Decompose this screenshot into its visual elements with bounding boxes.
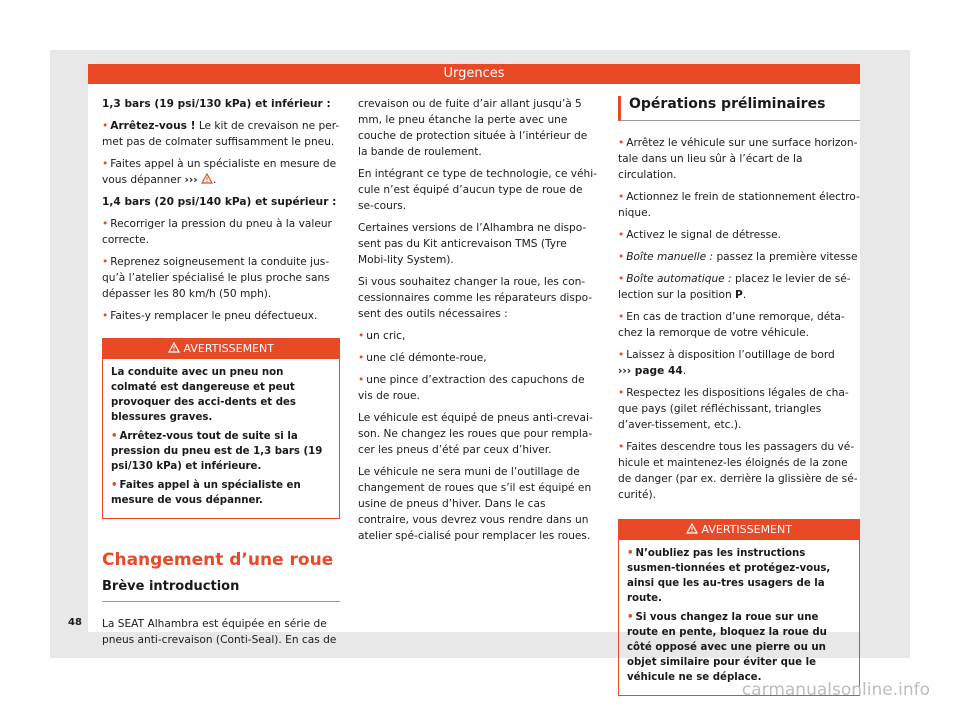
item-text: Reprenez soigneusement la conduite jus-qu’à l’atelier spécialisé le plus proche sans dépasser les 80 km/h (50 mph). — [102, 256, 330, 300]
subsection-title: Brève introduction — [102, 579, 340, 602]
warning-body — [619, 540, 859, 695]
condition-heading-low: 1,3 bars (19 psi/130 kPa) et inférieur : — [102, 98, 331, 110]
preliminary-title: Opérations préliminaires — [629, 96, 826, 112]
list-item — [618, 189, 860, 221]
bullet-icon: • — [618, 387, 625, 399]
intro-text: La SEAT Alhambra est équipée en série de pneus anti-crevaison (Conti-Seal). En cas de — [102, 618, 337, 646]
list-item — [627, 546, 851, 606]
item-text: Laissez à disposition l’outillage de bord — [626, 349, 835, 361]
item-text: placez le levier de sé-lection sur la position — [618, 273, 851, 301]
item-text: une pince d’extraction des capuchons de vis de roue. — [358, 374, 585, 402]
list-item — [618, 249, 860, 265]
bullet-icon: • — [618, 349, 625, 361]
warning-box — [102, 338, 340, 519]
item-text: Faites appel à un spécialiste en mesure de vous dépanner. — [111, 480, 301, 506]
section-header: Urgences — [88, 64, 860, 84]
list-item — [618, 135, 860, 183]
list-item — [102, 216, 340, 248]
list-item: • Faites appel à un spécialiste en mesure de vous dépanner ››› . — [102, 158, 337, 186]
item-text: . — [682, 365, 687, 377]
warning-icon — [686, 523, 698, 534]
bullet-icon: • — [102, 218, 109, 230]
reference-arrow[interactable]: ››› — [184, 174, 198, 186]
bullet-icon: • — [102, 256, 109, 268]
bullet-icon: • — [102, 158, 109, 170]
paragraph: Le véhicule ne sera muni de l’outillage de changement de roues que s’il est équipé en usine de pneus d’hiver. Dans le cas contraire, vous devrez vous rendre dans un atelier spé-cialisé pour remplacer les roues. — [358, 466, 592, 542]
item-text: . — [742, 289, 747, 301]
warning-header — [103, 339, 339, 359]
bullet-icon: • — [358, 374, 365, 386]
item-text: Si vous changez la roue sur une route en pente, bloquez la roue du côté opposé avec une pierre ou un objet similaire pour éviter que le véhicule ne se déplace. — [627, 612, 827, 683]
item-text: N’oubliez pas les instructions susmen-tionnées et protégez-vous, ainsi que les au-tres usagers de la route. — [627, 548, 831, 604]
list-item — [618, 347, 860, 379]
item-text: Faites appel à un spécialiste en mesure de vous dépanner — [102, 158, 337, 186]
list-item — [102, 118, 340, 150]
column-1 — [102, 96, 340, 654]
page-number: 48 — [68, 617, 82, 628]
item-text: Recorriger la pression du pneu à la valeur correcte. — [102, 218, 332, 246]
bullet-icon: • — [618, 273, 625, 285]
item-text: Actionnez le frein de stationnement électro-nique. — [618, 191, 860, 219]
paragraph: Si vous souhaitez changer la roue, les con-cessionnaires comme les réparateurs dispo-sent des outils nécessaires : — [358, 276, 593, 320]
list-item — [618, 271, 860, 303]
warning-title: AVERTISSEMENT — [701, 523, 792, 536]
page-reference-link[interactable]: ››› page 44 — [618, 365, 683, 377]
bullet-icon: • — [618, 441, 625, 453]
bullet-icon: • — [618, 229, 625, 241]
list-item — [618, 309, 860, 341]
warning-title: AVERTISSEMENT — [183, 342, 274, 355]
list-item — [102, 254, 340, 302]
item-text: Activez le signal de détresse. — [626, 229, 782, 241]
bullet-icon: • — [618, 311, 625, 323]
list-item — [618, 439, 860, 503]
item-text: Faites descendre tous les passagers du vé-hicule et maintenez-les éloignés de la zone de danger (par ex. derrière la glissière de sé-curité). — [618, 441, 858, 501]
warning-icon — [168, 342, 180, 353]
bullet-icon: • — [627, 612, 634, 623]
paragraph: En intégrant ce type de technologie, ce véhi-cule n’est équipé d’aucun type de roue de se-cours. — [358, 168, 597, 212]
list-item — [358, 328, 598, 344]
item-text: passez la première vitesse — [713, 251, 858, 263]
item-text: Faites-y remplacer le pneu défectueux. — [110, 310, 318, 322]
italic-label: Boîte automatique : — [626, 273, 732, 285]
item-text: Le kit de crevaison ne per-met pas de colmater suffisamment le pneu. — [102, 120, 340, 148]
item-text: Respectez les dispositions légales de cha-que pays (gilet réfléchissant, triangles d’aver-tissement, etc.). — [618, 387, 849, 431]
list-item — [618, 227, 860, 243]
bullet-icon: • — [358, 352, 365, 364]
list-item — [111, 478, 331, 508]
italic-label: Boîte manuelle : — [626, 251, 714, 263]
bullet-icon: • — [618, 251, 625, 263]
watermark-footer: carmanualsonline.info — [741, 680, 930, 700]
item-text: Arrêtez-vous tout de suite si la pression du pneu est de 1,3 bars (19 psi/130 kPa) et inférieure. — [111, 431, 323, 472]
paragraph: crevaison ou de fuite d’air allant jusqu’à 5 mm, le pneu étanche la perte avec une couche de protection située à l’intérieur de la bande de roulement. — [358, 98, 588, 158]
bullet-icon: • — [111, 480, 118, 491]
list-item — [618, 385, 860, 433]
position-label: P — [735, 289, 743, 301]
warning-box — [618, 519, 860, 696]
warning-text: La conduite avec un pneu non colmaté est dangereuse et peut provoquer des acci-dents et des blessures graves. — [111, 367, 296, 423]
warning-body — [103, 359, 339, 518]
emphasis-text: Arrêtez-vous ! — [110, 120, 196, 132]
item-text: En cas de traction d’une remorque, déta-chez la remorque de votre véhicule. — [618, 311, 845, 339]
list-item — [111, 429, 331, 474]
warning-header — [619, 520, 859, 540]
list-item — [102, 308, 340, 324]
list-item — [358, 350, 598, 366]
bullet-icon: • — [618, 137, 625, 149]
item-text: Arrêtez le véhicule sur une surface horizon-tale dans un lieu sûr à l’écart de la circulation. — [618, 137, 858, 181]
list-item — [627, 610, 851, 685]
bullet-icon: • — [111, 431, 118, 442]
column-3 — [618, 96, 860, 696]
bullet-icon: • — [102, 310, 109, 322]
item-text: une clé démonte-roue, — [366, 352, 487, 364]
paragraph: Le véhicule est équipé de pneus anti-crevai-son. Ne changez les roues que pour rempla-cer les pneus d’été par ceux d’hiver. — [358, 412, 593, 456]
bullet-icon: • — [102, 120, 109, 132]
warning-icon — [201, 173, 213, 184]
bullet-icon: • — [618, 191, 625, 203]
preliminary-heading — [618, 96, 860, 121]
paragraph: Certaines versions de l’Alhambra ne dispo-sent pas du Kit anticrevaison TMS (Tyre Mobi-lity System). — [358, 222, 587, 266]
item-text: un cric, — [366, 330, 406, 342]
section-title: Changement d’une roue — [102, 550, 334, 570]
bullet-icon: • — [627, 548, 634, 559]
bullet-icon: • — [358, 330, 365, 342]
condition-heading-high: 1,4 bars (20 psi/140 kPa) et supérieur : — [102, 196, 337, 208]
column-2 — [358, 96, 598, 550]
list-item — [358, 372, 598, 404]
